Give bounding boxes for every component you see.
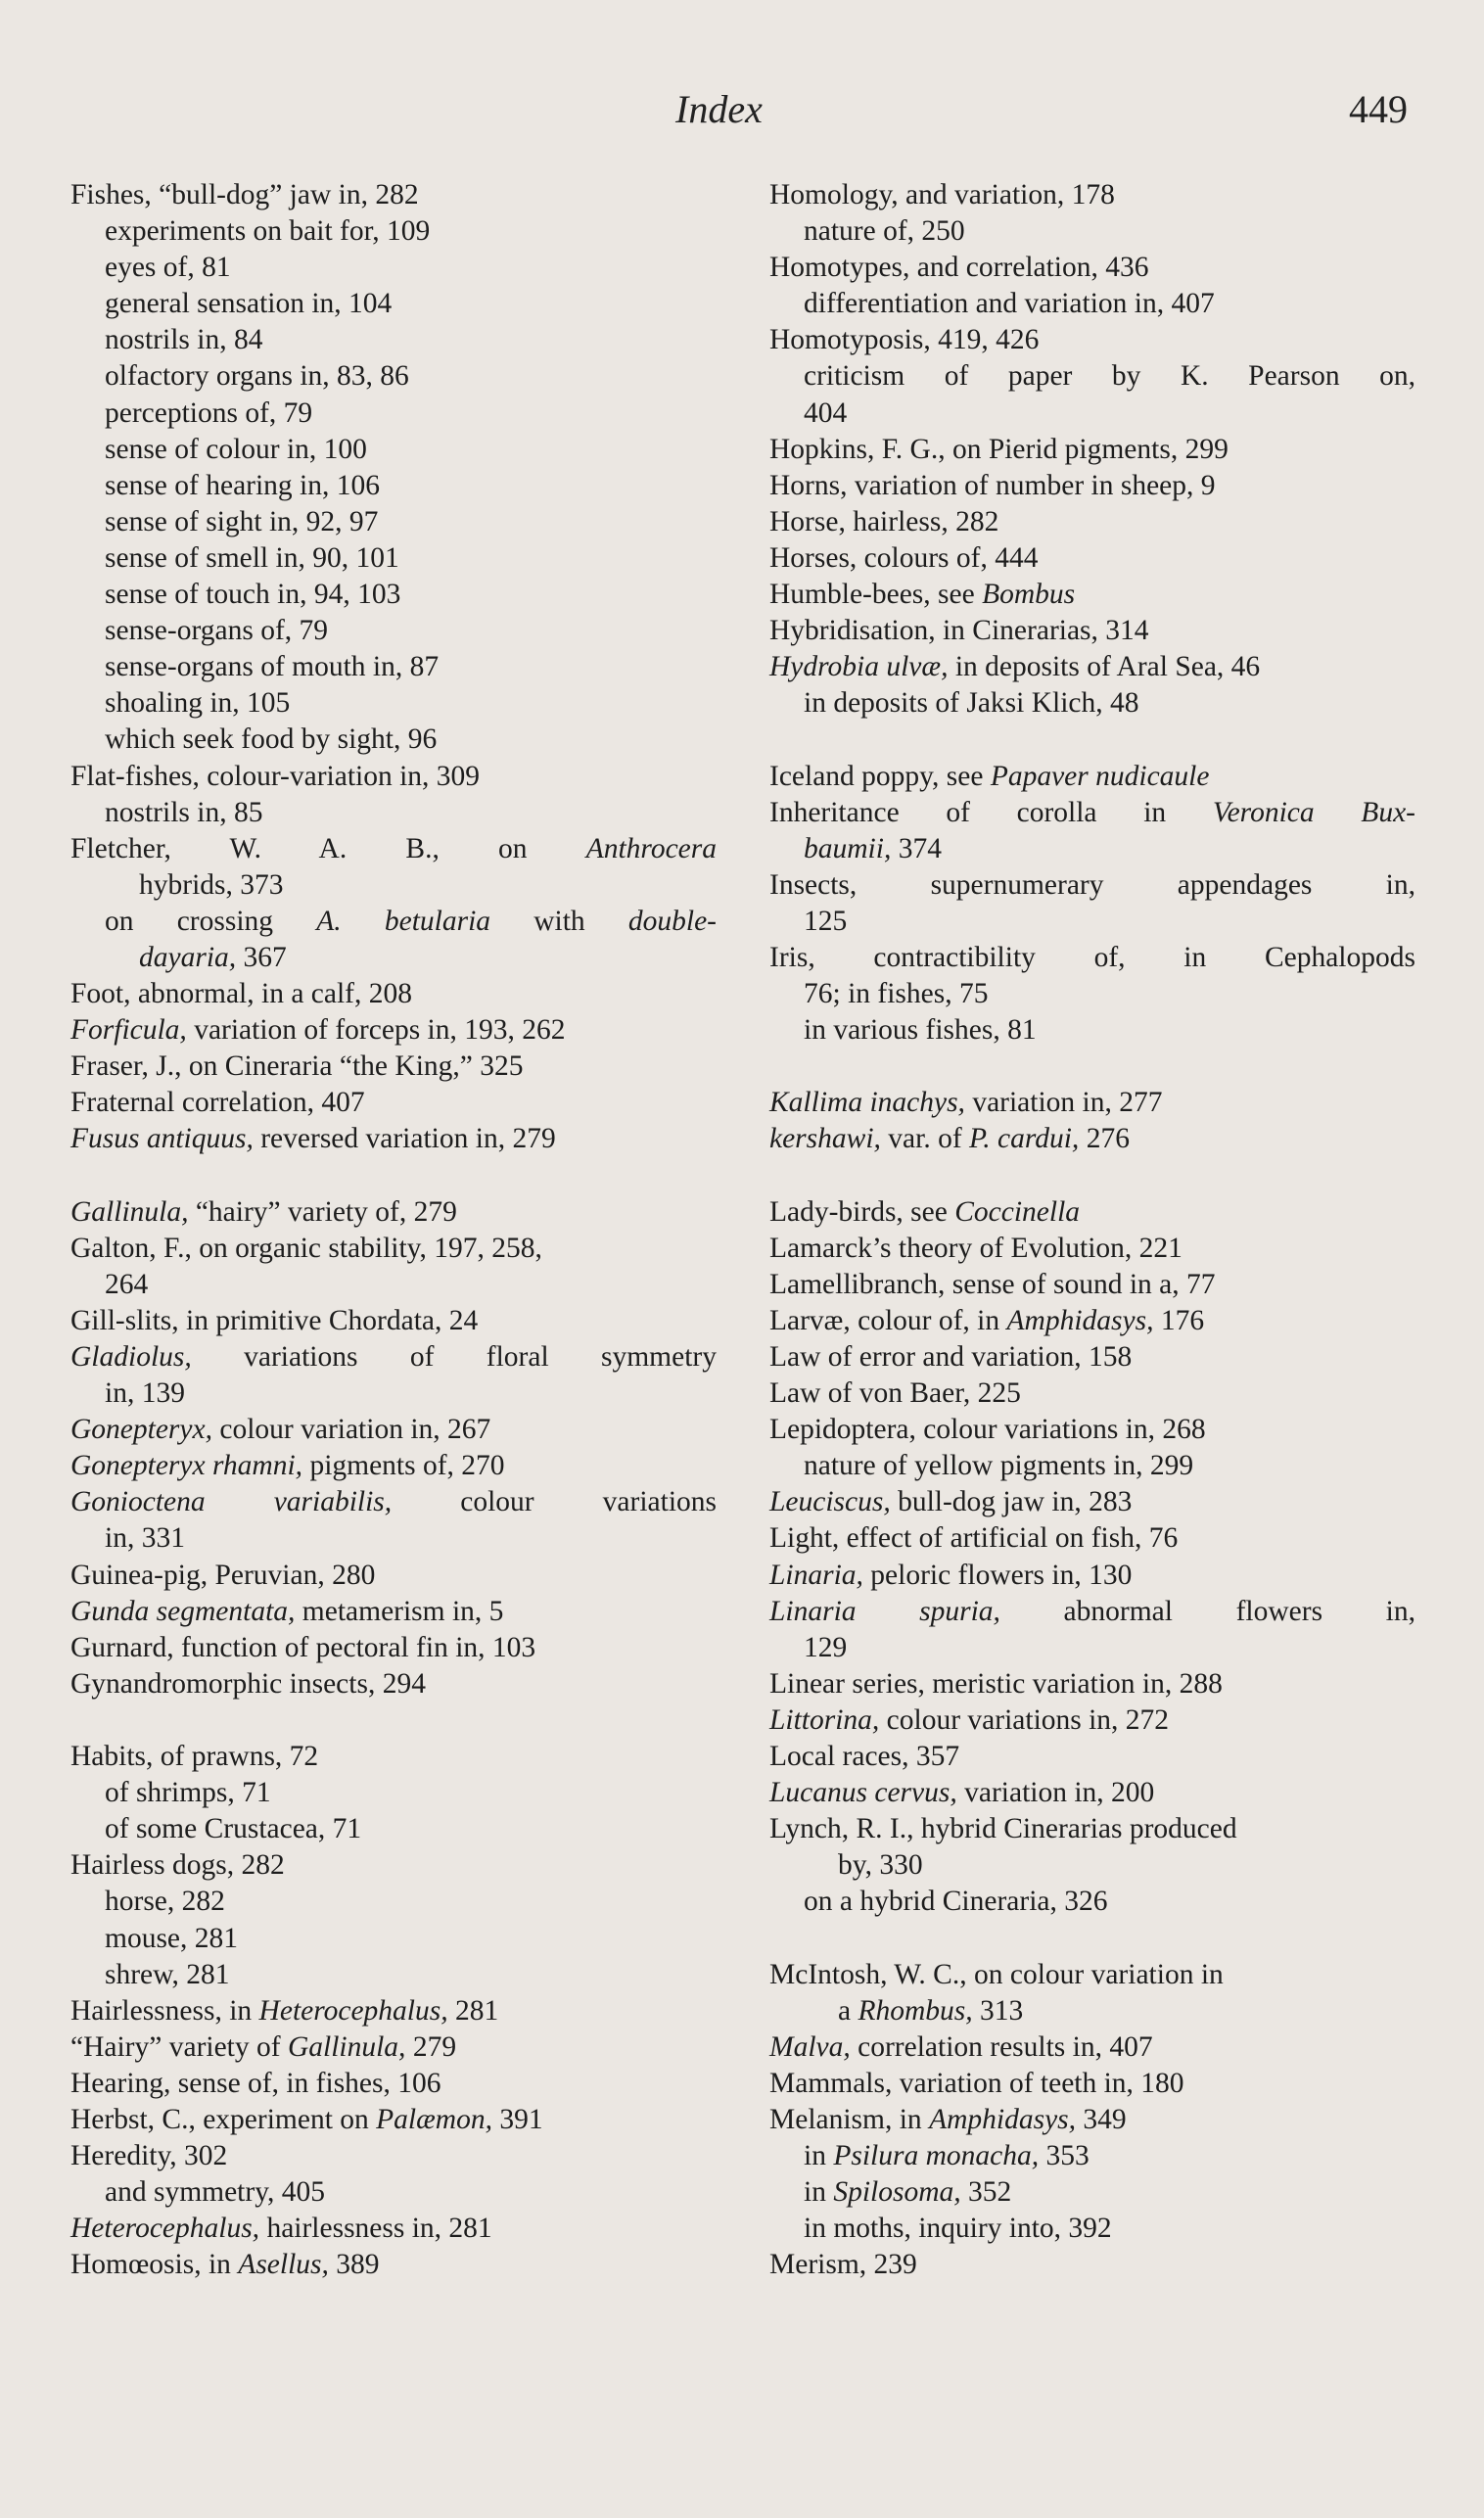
index-subentry xyxy=(70,1811,717,1847)
index-entry xyxy=(70,2247,717,2283)
letter-section-gap xyxy=(769,722,1415,758)
page-number: 449 xyxy=(1349,87,1408,131)
index-subentry xyxy=(70,685,717,722)
index-entry xyxy=(70,831,717,867)
entry-text: Fishes, “bull-dog” jaw in, 282 xyxy=(70,179,419,210)
entry-text: 374 xyxy=(891,832,942,864)
index-subentry xyxy=(70,1520,717,1557)
index-entry xyxy=(769,1121,1415,1157)
index-subentry xyxy=(769,976,1415,1012)
index-entry xyxy=(70,1630,717,1666)
index-subentry xyxy=(769,2211,1415,2247)
index-subentry xyxy=(769,396,1415,432)
index-subentry xyxy=(70,396,717,432)
italic-term: Lucanus cervus, xyxy=(769,1777,957,1809)
entry-text: nostrils in, 85 xyxy=(105,796,263,828)
entry-text: sense of touch in, 94, 103 xyxy=(105,579,401,611)
italic-term: Gallinula, xyxy=(287,2030,406,2063)
running-title: Index xyxy=(675,87,763,131)
entry-text: criticism of paper by K. Pearson on, xyxy=(804,360,1415,393)
entry-text: in xyxy=(804,2140,834,2172)
index-entry xyxy=(769,2029,1415,2066)
entry-text: 352 xyxy=(960,2176,1012,2209)
letter-section-gap xyxy=(769,1158,1415,1194)
index-entry xyxy=(769,322,1415,358)
index-subentry xyxy=(70,358,717,395)
entry-text: 389 xyxy=(328,2249,380,2281)
entry-text: experiments on bait for, 109 xyxy=(105,215,431,248)
italic-term: Fusus antiquus, xyxy=(70,1123,254,1155)
entry-text: in deposits of Jaksi Klich, 48 xyxy=(804,687,1139,720)
index-entry xyxy=(769,759,1415,795)
index-entry xyxy=(70,1993,717,2029)
index-subentry xyxy=(70,213,717,250)
index-subentry xyxy=(70,432,717,468)
index-entry xyxy=(70,177,717,213)
italic-term: Linaria spuria, xyxy=(769,1595,1000,1627)
entry-text: Horns, variation of number in sheep, 9 xyxy=(769,469,1216,501)
italic-term: dayaria, xyxy=(139,941,237,973)
entry-text: Homotyposis, 419, 426 xyxy=(769,324,1040,356)
entry-text: a xyxy=(838,1994,858,2027)
italic-term: Heterocephalus, xyxy=(70,2213,260,2245)
entry-text: mouse, 281 xyxy=(105,1922,239,1954)
entry-text: in, 139 xyxy=(105,1377,185,1410)
entry-text: horse, 282 xyxy=(105,1886,225,1918)
index-entry xyxy=(769,867,1415,904)
italic-term: Bombus xyxy=(982,579,1076,611)
index-column-left xyxy=(70,177,717,2283)
italic-term: Papaver nudicaule xyxy=(990,760,1210,792)
entry-text: differentiation and variation in, 407 xyxy=(804,288,1215,320)
entry-text: Inheritance of corolla in xyxy=(769,796,1213,828)
entry-text: Fletcher, W. A. B., on xyxy=(70,832,586,864)
italic-term: Gonepteryx rhamni, xyxy=(70,1450,303,1482)
index-entry xyxy=(769,432,1415,468)
entry-text: general sensation in, 104 xyxy=(105,288,393,320)
index-entry xyxy=(70,1448,717,1484)
entry-text: Galton, F., on organic stability, 197, 258, xyxy=(70,1232,542,1264)
italic-term: Palæmon, xyxy=(376,2103,492,2135)
entry-text: sense of colour in, 100 xyxy=(105,433,367,465)
index-entry xyxy=(70,1484,717,1520)
index-entry xyxy=(769,1484,1415,1520)
entry-text: Local races, 357 xyxy=(769,1741,960,1773)
italic-term: Rhombus, xyxy=(858,1994,973,2027)
index-subentry xyxy=(769,213,1415,250)
index-entry xyxy=(769,795,1415,831)
index-entry xyxy=(769,649,1415,685)
entry-text: colour variations in, 272 xyxy=(879,1703,1170,1736)
entry-text: of shrimps, 71 xyxy=(105,1777,271,1809)
letter-section-gap xyxy=(769,1049,1415,1085)
italic-term: Gonioctena variabilis, xyxy=(70,1486,393,1518)
italic-term: Gladiolus, xyxy=(70,1341,192,1373)
index-subentry xyxy=(769,1012,1415,1049)
index-subentry xyxy=(70,1775,717,1811)
entry-text: 353 xyxy=(1039,2140,1090,2172)
italic-term: Hydrobia ulvæ, xyxy=(769,651,949,683)
index-entry xyxy=(70,1231,717,1267)
entry-text: Law of von Baer, 225 xyxy=(769,1377,1021,1410)
index-entry xyxy=(70,2066,717,2102)
entry-text: 349 xyxy=(1076,2103,1127,2135)
index-subentry xyxy=(70,904,717,940)
italic-term: Veronica Bux- xyxy=(1212,796,1415,828)
entry-text: Gill-slits, in primitive Chordata, 24 xyxy=(70,1304,479,1336)
entry-text: Lady-birds, see xyxy=(769,1195,955,1228)
index-entry xyxy=(70,2029,717,2066)
index-entry xyxy=(769,1085,1415,1121)
index-subentry xyxy=(769,1630,1415,1666)
index-entry xyxy=(769,577,1415,613)
index-subentry xyxy=(769,2138,1415,2174)
index-entry xyxy=(70,1194,717,1231)
index-entry xyxy=(70,2211,717,2247)
italic-term: Kallima inachys, xyxy=(769,1087,965,1119)
index-subentry xyxy=(769,1884,1415,1920)
italic-term: Littorina, xyxy=(769,1703,880,1736)
entry-text: pigments of, 270 xyxy=(302,1450,505,1482)
entry-text: McIntosh, W. C., on colour variation in xyxy=(769,1958,1224,1990)
entry-text: Hairless dogs, 282 xyxy=(70,1849,285,1882)
entry-text: variation of forceps in, 193, 262 xyxy=(186,1014,566,1047)
entry-text: Larvæ, colour of, in xyxy=(769,1304,1007,1336)
index-subentry xyxy=(70,1957,717,1993)
entry-text: on crossing xyxy=(105,905,317,937)
entry-text: 279 xyxy=(405,2030,457,2063)
entry-text: Iris, contractibility of, in Cephalopods xyxy=(769,941,1415,973)
entry-text: in, 331 xyxy=(105,1522,185,1555)
index-entry xyxy=(769,504,1415,540)
entry-text: var. of xyxy=(880,1123,970,1155)
entry-text: Hearing, sense of, in fishes, 106 xyxy=(70,2067,441,2099)
entry-text: sense of sight in, 92, 97 xyxy=(105,505,379,537)
index-entry xyxy=(70,759,717,795)
entry-text: nature of yellow pigments in, 299 xyxy=(804,1450,1194,1482)
entry-text: peloric flowers in, 130 xyxy=(862,1559,1133,1591)
entry-text: Law of error and variation, 158 xyxy=(769,1341,1133,1373)
entry-text: variation in, 277 xyxy=(964,1087,1163,1119)
entry-text: Hairlessness, in xyxy=(70,1994,259,2027)
entry-text: by, 330 xyxy=(838,1849,923,1882)
entry-text: shoaling in, 105 xyxy=(105,687,291,720)
index-subentry xyxy=(769,358,1415,395)
entry-text: variations of floral symmetry xyxy=(191,1341,717,1373)
entry-text: Homology, and variation, 178 xyxy=(769,179,1115,210)
index-entry xyxy=(70,1847,717,1884)
italic-term: Spilosoma, xyxy=(833,2176,961,2209)
entry-text: colour variations xyxy=(392,1486,717,1518)
index-subentry xyxy=(70,1884,717,1920)
italic-term: Leuciscus, xyxy=(769,1486,891,1518)
entry-text: Melanism, in xyxy=(769,2103,930,2135)
index-subentry xyxy=(70,1376,717,1412)
index-entry xyxy=(769,1666,1415,1702)
italic-term: Malva, xyxy=(769,2030,851,2063)
entry-text: nostrils in, 84 xyxy=(105,324,263,356)
index-entry-continuation xyxy=(70,867,717,904)
entry-text: Homœosis, in xyxy=(70,2249,239,2281)
entry-text: and symmetry, 405 xyxy=(105,2176,326,2209)
entry-text: sense of smell in, 90, 101 xyxy=(105,541,399,574)
index-entry xyxy=(70,1594,717,1630)
entry-text: Iceland poppy, see xyxy=(769,760,991,792)
entry-text: 404 xyxy=(804,396,848,429)
entry-text: in moths, inquiry into, 392 xyxy=(804,2213,1112,2245)
index-entry xyxy=(769,250,1415,286)
entry-text: Lamellibranch, sense of sound in a, 77 xyxy=(769,1268,1216,1300)
entry-text: Linear series, meristic variation in, 288 xyxy=(769,1667,1223,1700)
index-subentry xyxy=(769,685,1415,722)
entry-text: hybrids, 373 xyxy=(139,868,284,901)
index-entry xyxy=(769,1702,1415,1739)
index-entry xyxy=(70,1739,717,1775)
italic-term: Forficula, xyxy=(70,1014,187,1047)
entry-text: in xyxy=(804,2176,834,2209)
entry-text: Guinea-pig, Peruvian, 280 xyxy=(70,1559,376,1591)
index-entry xyxy=(769,1957,1415,1993)
entry-text: olfactory organs in, 83, 86 xyxy=(105,360,409,393)
entry-text: abnormal flowers in, xyxy=(999,1595,1415,1627)
entry-text: which seek food by sight, 96 xyxy=(105,723,438,756)
entry-text: Heredity, 302 xyxy=(70,2140,228,2172)
index-entry xyxy=(769,540,1415,577)
index-entry xyxy=(769,1520,1415,1557)
italic-term: Anthrocera xyxy=(585,832,717,864)
entry-text: Habits, of prawns, 72 xyxy=(70,1741,319,1773)
entry-text: sense of hearing in, 106 xyxy=(105,469,380,501)
letter-section-gap xyxy=(70,1158,717,1194)
index-subentry xyxy=(70,250,717,286)
italic-term: baumii, xyxy=(804,832,892,864)
entry-text: Fraser, J., on Cineraria “the King,” 325 xyxy=(70,1050,524,1083)
entry-text: perceptions of, 79 xyxy=(105,396,313,429)
entry-text: Light, effect of artificial on fish, 76 xyxy=(769,1522,1179,1555)
entry-text: Hybridisation, in Cinerarias, 314 xyxy=(769,615,1149,647)
entry-text: Lamarck’s theory of Evolution, 221 xyxy=(769,1232,1183,1264)
index-entry xyxy=(769,1267,1415,1303)
index-entry xyxy=(70,1558,717,1594)
index-subentry xyxy=(769,1448,1415,1484)
italic-term: kershawi, xyxy=(769,1123,881,1155)
letter-section-gap xyxy=(769,1921,1415,1957)
italic-term: P. cardui, xyxy=(969,1123,1080,1155)
entry-text: reversed variation in, 279 xyxy=(253,1123,556,1155)
entry-text: variation in, 200 xyxy=(956,1777,1155,1809)
entry-text: sense-organs of, 79 xyxy=(105,615,329,647)
index-subentry xyxy=(70,577,717,613)
index-entry xyxy=(70,1339,717,1376)
entry-text: bull-dog jaw in, 283 xyxy=(890,1486,1133,1518)
entry-text: in various fishes, 81 xyxy=(804,1014,1037,1047)
entry-text: Lynch, R. I., hybrid Cinerarias produced xyxy=(769,1813,1237,1845)
entry-text: sense-organs of mouth in, 87 xyxy=(105,651,440,683)
italic-term: A. betularia xyxy=(316,905,491,937)
index-entry xyxy=(769,1376,1415,1412)
index-subentry xyxy=(769,286,1415,322)
entry-text: shrew, 281 xyxy=(105,1958,230,1990)
index-subentry xyxy=(70,540,717,577)
italic-term: double- xyxy=(627,905,717,937)
index-entry xyxy=(769,1558,1415,1594)
index-subentry xyxy=(70,468,717,504)
index-subentry xyxy=(70,322,717,358)
entry-text: Herbst, C., experiment on xyxy=(70,2103,377,2135)
index-entry xyxy=(769,1739,1415,1775)
entry-text: 367 xyxy=(236,941,287,973)
entry-text: 264 xyxy=(105,1268,149,1300)
index-entry xyxy=(769,1303,1415,1339)
entry-text: Foot, abnormal, in a calf, 208 xyxy=(70,978,413,1010)
entry-text: “Hairy” variety of xyxy=(70,2030,288,2063)
entry-text: 76; in fishes, 75 xyxy=(804,978,989,1010)
index-entry xyxy=(769,2247,1415,2283)
index-entry xyxy=(70,1303,717,1339)
italic-term: Amphidasys, xyxy=(1006,1304,1154,1336)
index-subentry xyxy=(70,613,717,649)
index-entry xyxy=(70,1049,717,1085)
entry-text: metamerism in, 5 xyxy=(295,1595,504,1627)
entry-text: 176 xyxy=(1153,1304,1205,1336)
entry-text: Humble-bees, see xyxy=(769,579,983,611)
index-entry-continuation xyxy=(769,1993,1415,2029)
entry-text: Gynandromorphic insects, 294 xyxy=(70,1667,426,1700)
index-entry xyxy=(769,1231,1415,1267)
index-subentry xyxy=(769,831,1415,867)
italic-term: Coccinella xyxy=(954,1195,1081,1228)
index-subentry xyxy=(70,795,717,831)
index-subentry xyxy=(70,1267,717,1303)
entry-text: hairlessness in, 281 xyxy=(259,2213,492,2245)
entry-text: correlation results in, 407 xyxy=(850,2030,1153,2063)
index-subentry xyxy=(70,1921,717,1957)
entry-text: Fraternal correlation, 407 xyxy=(70,1087,365,1119)
entry-text: colour variation in, 267 xyxy=(211,1414,491,1446)
entry-text: Insects, supernumerary appendages in, xyxy=(769,868,1415,901)
index-subentry xyxy=(70,504,717,540)
index-entry xyxy=(769,1775,1415,1811)
index-entry xyxy=(769,1194,1415,1231)
entry-text: Flat-fishes, colour-variation in, 309 xyxy=(70,760,481,792)
entry-text: of some Crustacea, 71 xyxy=(105,1813,362,1845)
index-entry xyxy=(70,1666,717,1702)
entry-text: Mammals, variation of teeth in, 180 xyxy=(769,2067,1184,2099)
index-entry xyxy=(70,1412,717,1448)
entry-text: with xyxy=(490,905,628,937)
index-entry xyxy=(769,940,1415,976)
entry-text: Hopkins, F. G., on Pierid pigments, 299 xyxy=(769,433,1229,465)
index-entry xyxy=(70,1085,717,1121)
index-subentry xyxy=(70,649,717,685)
entry-text: Lepidoptera, colour variations in, 268 xyxy=(769,1414,1206,1446)
entry-text: 281 xyxy=(447,1994,499,2027)
index-entry xyxy=(769,1594,1415,1630)
entry-text: Homotypes, and correlation, 436 xyxy=(769,252,1149,284)
entry-text: Horses, colours of, 444 xyxy=(769,541,1039,574)
entry-text: 313 xyxy=(972,1994,1024,2027)
index-entry-continuation xyxy=(70,940,717,976)
letter-section-gap xyxy=(70,1702,717,1739)
italic-term: Psilura monacha, xyxy=(833,2140,1040,2172)
index-entry xyxy=(70,1121,717,1157)
entry-text: Horse, hairless, 282 xyxy=(769,505,999,537)
entry-text: eyes of, 81 xyxy=(105,252,231,284)
entry-text: 125 xyxy=(804,905,848,937)
entry-text: on a hybrid Cineraria, 326 xyxy=(804,1886,1108,1918)
index-entry xyxy=(70,1012,717,1049)
index-entry xyxy=(769,1339,1415,1376)
index-subentry xyxy=(70,722,717,758)
index-subentry xyxy=(70,2174,717,2211)
index-entry xyxy=(70,2138,717,2174)
italic-term: Asellus, xyxy=(238,2249,329,2281)
entry-text: “hairy” variety of, 279 xyxy=(188,1195,457,1228)
index-entry xyxy=(70,2102,717,2138)
index-entry xyxy=(769,613,1415,649)
entry-text: 276 xyxy=(1079,1123,1130,1155)
index-entry xyxy=(70,976,717,1012)
index-column-right xyxy=(769,177,1415,2283)
index-entry xyxy=(769,2102,1415,2138)
index-subentry xyxy=(769,904,1415,940)
index-entry xyxy=(769,1811,1415,1847)
italic-term: Gallinula, xyxy=(70,1195,189,1228)
index-entry xyxy=(769,177,1415,213)
index-entry xyxy=(769,468,1415,504)
italic-term: Heterocephalus, xyxy=(258,1994,448,2027)
index-entry xyxy=(769,2066,1415,2102)
entry-text: Gurnard, function of pectoral fin in, 103 xyxy=(70,1631,536,1663)
italic-term: Amphidasys, xyxy=(929,2103,1077,2135)
index-subentry xyxy=(769,2174,1415,2211)
index-subentry xyxy=(70,286,717,322)
entry-text: nature of, 250 xyxy=(804,215,965,248)
index-entry-continuation xyxy=(769,1847,1415,1884)
entry-text: Merism, 239 xyxy=(769,2249,917,2281)
italic-term: Gunda segmentata, xyxy=(70,1595,296,1627)
index-entry xyxy=(769,1412,1415,1448)
entry-text: 129 xyxy=(804,1631,848,1663)
italic-term: Linaria, xyxy=(769,1559,863,1591)
italic-term: Gonepteryx, xyxy=(70,1414,212,1446)
entry-text: 391 xyxy=(491,2103,543,2135)
entry-text: in deposits of Aral Sea, 46 xyxy=(948,651,1261,683)
